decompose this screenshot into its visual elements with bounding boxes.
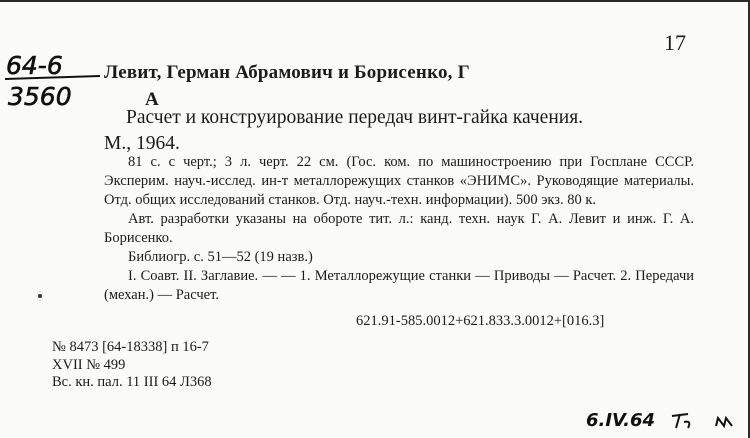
author-heading-initial: А (145, 89, 159, 110)
card-border-top (0, 0, 750, 2)
svg-text:64-6: 64-6 (6, 51, 63, 80)
handwritten-call-number-drawing (4, 50, 102, 112)
book-title: Расчет и конструирование передач винт-гайка качения. (126, 107, 584, 128)
registration-number: № 8473 [64-18338] п 16-7 (52, 339, 209, 355)
card-number: 17 (664, 30, 686, 55)
physical-description: 81 с. с черт.; 3 л. черт. 22 см. (Гос. ком. по машиностроению при Госплане СССР. Эксперим. науч.-исслед. ин-т металлорежущих станков «ЭНИМС». Руководящие материалы. Отд. общих исследований станков. Отд. науч.-техн. информации). 500 экз. 80 к. (104, 154, 694, 208)
publication-place-year: М., 1964. (104, 133, 180, 154)
chamber-record: Вс. кн. пал. 11 III 64 Л368 (52, 374, 212, 390)
udc-classification: 621.91-585.0012+621.833.3.0012+[016.3] (356, 313, 605, 329)
bibliography-note: Библиогр. с. 51—52 (19 назв.) (128, 249, 313, 265)
author-heading: Левит, Герман Абрамович и Борисенко, Г (104, 62, 470, 83)
handwritten-call-number (4, 50, 102, 116)
bibliographic-description (104, 153, 694, 305)
svg-text:3560: 3560 (8, 82, 72, 111)
series-number: XVII № 499 (52, 357, 126, 373)
subject-headings: I. Соавт. II. Заглавие. — — 1. Металлорежущие станки — Приводы — Расчет. 2. Передачи (механ.) — Расчет. (104, 268, 694, 303)
svg-text:6.IV.64: 6.IV.64 (586, 410, 656, 431)
punch-mark (38, 294, 42, 298)
handwritten-date-drawing (584, 404, 744, 434)
handwritten-date (584, 404, 744, 438)
authors-note: Авт. разработки указаны на обороте тит. л.: канд. техн. наук Г. А. Левит и инж. Г. А. Борисенко. (104, 211, 694, 246)
